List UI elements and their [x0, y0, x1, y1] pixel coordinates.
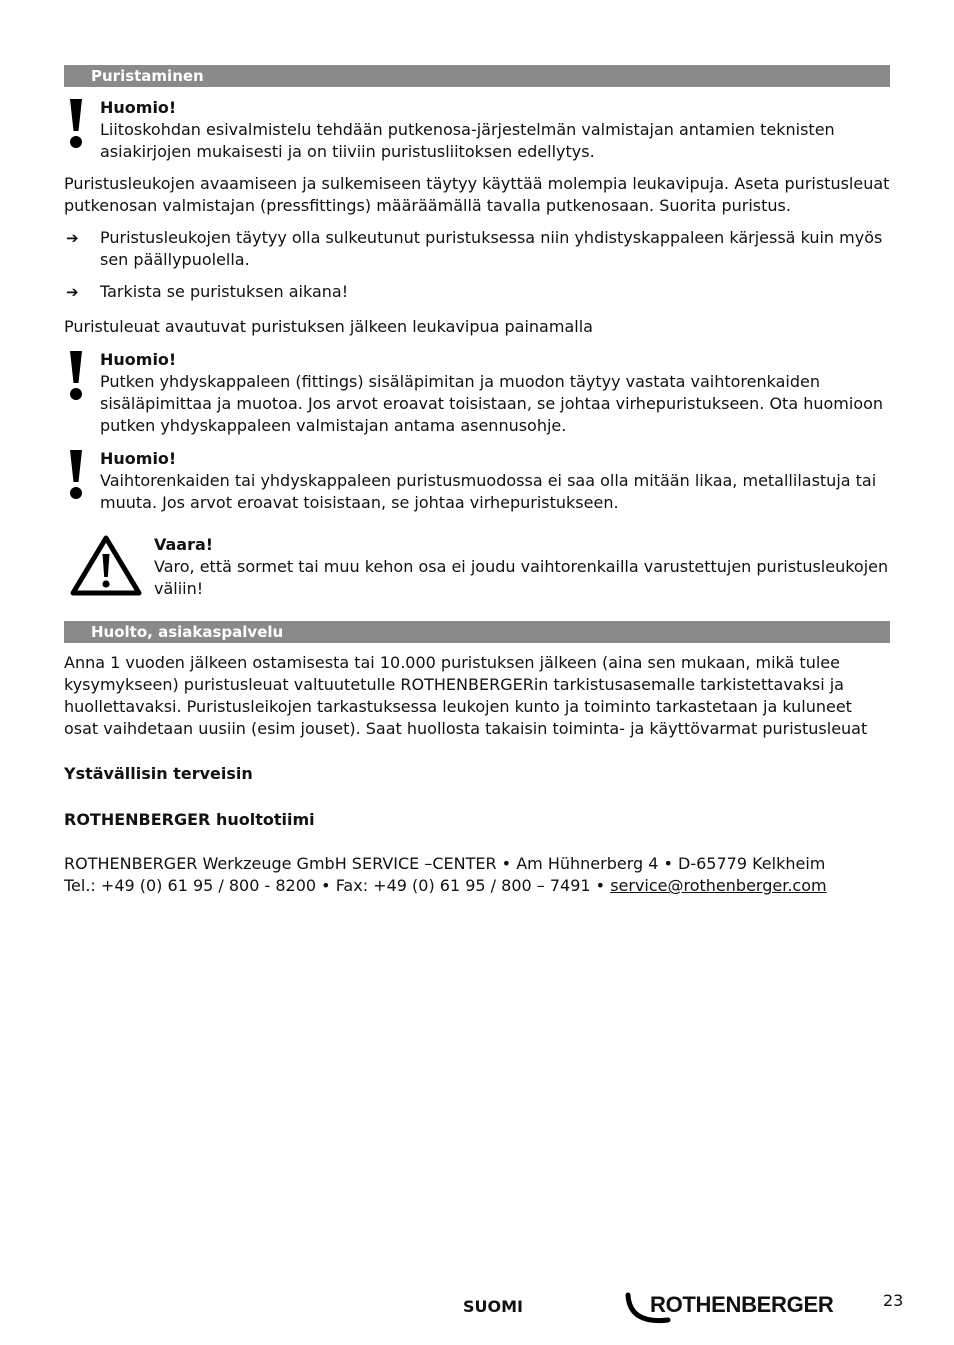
contact-line [64, 875, 890, 897]
notice-title: Huomio! [100, 449, 177, 468]
notice-3 [64, 448, 890, 514]
paragraph: Puristusleukojen avaamiseen ja sulkemiseen täytyy käyttää molempia leukavipuja. Aseta puristusleuat putkenosan valmistajan (pressfittings) määräämällä tavalla putkenosaan. Suorita puristus. [64, 174, 890, 215]
paragraph: Anna 1 vuoden jälkeen ostamisesta tai 10.000 puristuksen jälkeen (aina sen mukaan, mikä tulee kysymykseen) puristusleuat valtuutetulle ROTHENBERGERin tarkistusasemalle tarkistettavaksi ja huollettavaksi. Puristusleikojen tarkastuksessa leukojen kunto ja toiminto tarkastetaan ja kuluneet osat vaihdetaan uusiin (esim jouset). Saat huollosta takaisin toiminta- ja käyttövarmat puristusleuat [64, 653, 868, 738]
notice-text: Putken yhdyskappaleen (fittings) sisäläpimitan ja muodon täytyy vastata vaihtorenkaiden sisäläpimittaa ja muotoa. Jos arvot eroavat toisistaan, se johtaa virhepuristukseen. Ota huomioon putken yhdyskappaleen valmistajan antama asennusohje. [100, 372, 884, 435]
notice-title: Huomio! [100, 350, 177, 369]
footer-language: SUOMI [463, 1297, 523, 1316]
notice-1 [64, 97, 890, 163]
section-header-huolto: Huolto, asiakaspalvelu [64, 621, 890, 643]
arrow-right-icon: ➔ [66, 229, 79, 247]
paragraph: Puristuleuat avautuvat puristuksen jälkeen leukavipua painamalla [64, 317, 593, 336]
notice-2 [64, 349, 890, 437]
contact-phone-fax: Tel.: +49 (0) 61 95 / 800 - 8200 • Fax: +49 (0) 61 95 / 800 – 7491 • [64, 876, 611, 895]
email-link[interactable]: service@rothenberger.com [610, 876, 827, 895]
brand-name: ROTHENBERGER [650, 1292, 834, 1317]
warning-triangle-icon [70, 534, 142, 596]
notice-text: Liitoskohdan esivalmistelu tehdään putkenosa-järjestelmän valmistajan antamien teknisten asiakirjojen mukaisesti ja on tiiviin puristusliitoksen edellytys. [100, 120, 835, 161]
danger-text: Varo, että sormet tai muu kehon osa ei joudu vaihtorenkailla varustettujen puristusleukojen väliin! [154, 557, 889, 598]
arrow-right-icon: ➔ [66, 283, 79, 301]
address-line: ROTHENBERGER Werkzeuge GmbH SERVICE –CENTER • Am Hühnerberg 4 • D-65779 Kelkheim [64, 854, 826, 873]
notice-text: Vaihtorenkaiden tai yhdyskappaleen puristusmuodossa ei saa olla mitään likaa, metallilastuja tai muuta. Jos arvot eroavat toisistaan, se johtaa virhepuristukseen. [100, 471, 877, 512]
danger-warning [64, 534, 890, 600]
page-content [64, 65, 890, 897]
page-number: 23 [883, 1291, 904, 1310]
brand-logo [624, 1290, 854, 1326]
greeting: Ystävällisin terveisin [64, 764, 253, 783]
team-signature: ROTHENBERGER huoltotiimi [64, 810, 315, 829]
danger-title: Vaara! [154, 535, 214, 554]
list-item [64, 227, 890, 271]
list-item [64, 281, 890, 303]
list-item-text: Puristusleukojen täytyy olla sulkeutunut puristuksessa niin yhdistyskappaleen kärjessä kuin myös sen päällypuolella. [100, 228, 883, 269]
exclamation-icon [67, 99, 85, 149]
section-header-puristaminen: Puristaminen [64, 65, 890, 87]
list-item-text: Tarkista se puristuksen aikana! [100, 282, 349, 301]
exclamation-icon [67, 351, 85, 401]
notice-title: Huomio! [100, 98, 177, 117]
exclamation-icon [67, 450, 85, 500]
